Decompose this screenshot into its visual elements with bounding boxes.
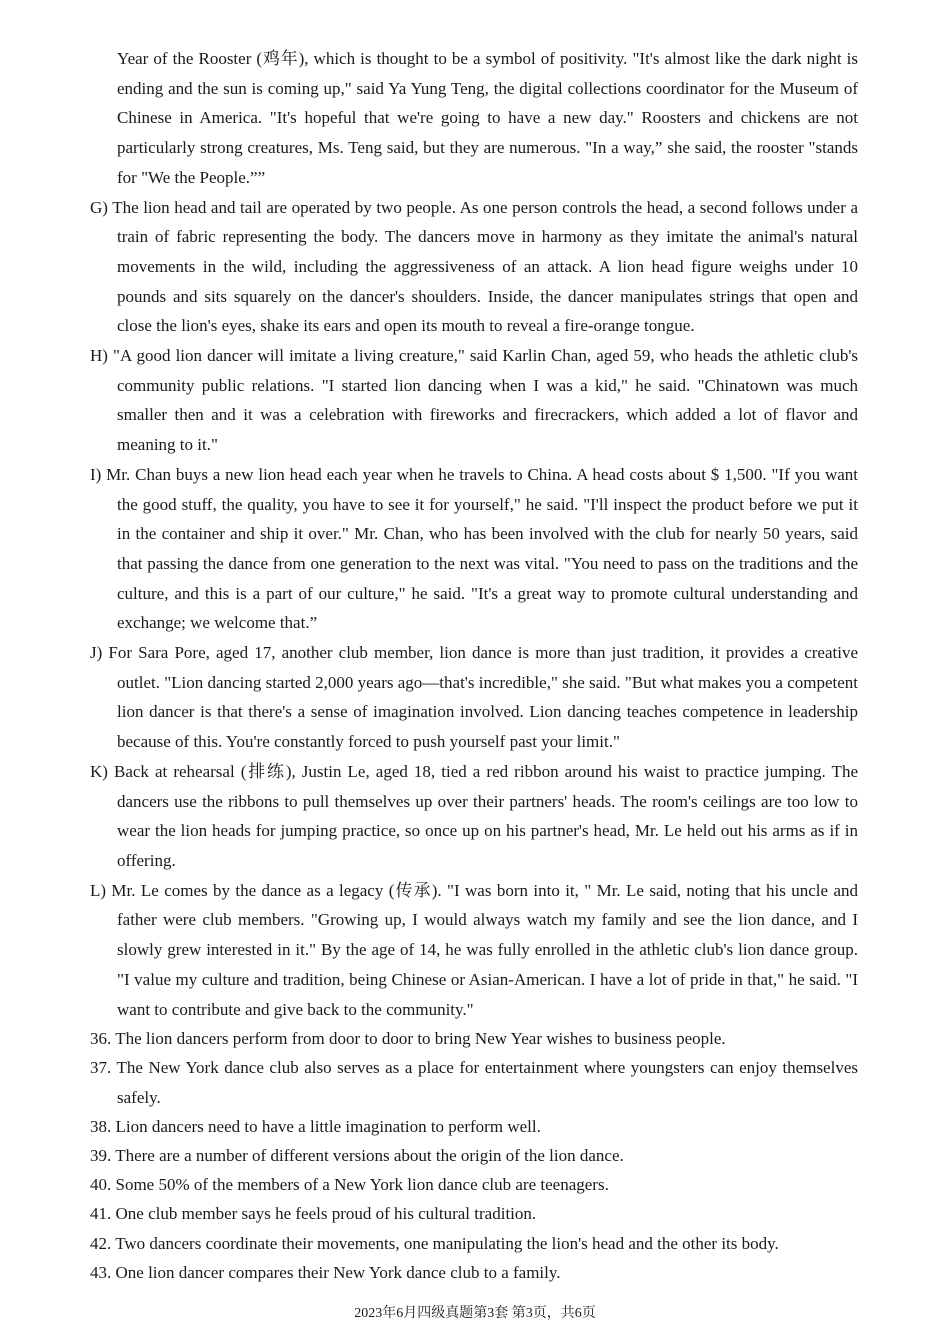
paragraph-g: G) The lion head and tail are operated by two people. As one person controls the head, a second follows under a train of fabric representing the body. The dancers move in harmony as they imitate the animal's natural movements in the wild, including the aggressiveness of an attack. A lion head figure weighs under 10 pounds and sits squarely on the dancer's shoulders. Inside, the dancer manipulates strings that open and close the lion's eyes, shake its ears and open its mouth to reveal a fire-orange tongue. [90,197,858,336]
paragraph-h: H) "A good lion dancer will imitate a living creature," said Karlin Chan, aged 59, who heads the athletic club's community public relations. "I started lion dancing when I was a kid," he said. "Chinatown was much smaller then and it was a celebration with fireworks and firecrackers, which added a lot of flavor and meaning to it." [90,346,858,455]
statement-39: 39. There are a number of different versions about the origin of the lion dance. [90,1146,624,1166]
paragraph-j: J) For Sara Pore, aged 17, another club member, lion dance is more than just tradition, it provides a creative outlet. "Lion dancing started 2,000 years ago—that's incredible," she said. "But what makes you a competent lion dancer is that there's a sense of imagination involved. Lion dancing teaches competence in leadership because of this. You're constantly forced to push yourself past your limit." [90,643,859,752]
statement-37: 37. The New York dance club also serves as a place for entertainment where youngsters can enjoy themselves safely. [90,1058,858,1107]
paragraph-f-continuation: Year of the Rooster (鸡年), which is thought to be a symbol of positivity. "It's almost like the dark night is ending and the sun is coming up," said Ya Yung Teng, the digital collections coordinator for the Museum of Chinese in America. "It's hopeful that we're going to have a new day." Roosters and chickens are not particularly strong creatures, Ms. Teng said, but they are numerous. "In a way,” she said, the rooster "stands for "We the People.”” [117,49,858,187]
paragraph-k: K) Back at rehearsal (排练), Justin Le, aged 18, tied a red ribbon around his waist to practice jumping. The dancers use the ribbons to pull themselves up over their partners' heads. The room's ceilings are too low to wear the lion heads for jumping practice, so once up on his partner's head, Mr. Le held out his arms as if in offering. [90,761,858,870]
paragraph-l: L) Mr. Le comes by the dance as a legacy (传承). "I was born into it, " Mr. Le said, noting that his uncle and father were club members. "Growing up, I would always watch my family and see the lion dance, and I slowly grew interested in it." By the age of 14, he was fully enrolled in the athletic club's lion dance group. "I value my culture and tradition, being Chinese or Asian-American. I have a lot of pride in that," he said. "I want to contribute and give back to the community." [90,880,858,1019]
statement-list [90,1024,858,1287]
document-body [90,44,858,1287]
statement-40: 40. Some 50% of the members of a New York lion dance club are teenagers. [90,1175,609,1195]
statement-43: 43. One lion dancer compares their New York dance club to a family. [90,1262,561,1282]
statement-38: 38. Lion dancers need to have a little imagination to perform well. [90,1116,541,1136]
paragraph-i: I) Mr. Chan buys a new lion head each year when he travels to China. A head costs about $ 1,500. "If you want the good stuff, the quality, you have to see it for yourself," he said. "I'll inspect the product before we put it in the container and ship it over." Mr. Chan, who has been involved with the club for nearly 50 years, said that passing the dance from one generation to the next was vital. "You need to pass on the traditions and the culture, and this is a part of our culture," he said. "It's a great way to promote cultural understanding and exchange; we welcome that.” [90,464,858,633]
statement-36: 36. The lion dancers perform from door to door to bring New Year wishes to business people. [90,1029,726,1049]
statement-42: 42. Two dancers coordinate their movements, one manipulating the lion's head and the other its body. [90,1233,779,1253]
statement-41: 41. One club member says he feels proud of his cultural tradition. [90,1204,537,1224]
page-footer: 2023年6月四级真题第3套 第3页，共6页 [354,1306,596,1321]
